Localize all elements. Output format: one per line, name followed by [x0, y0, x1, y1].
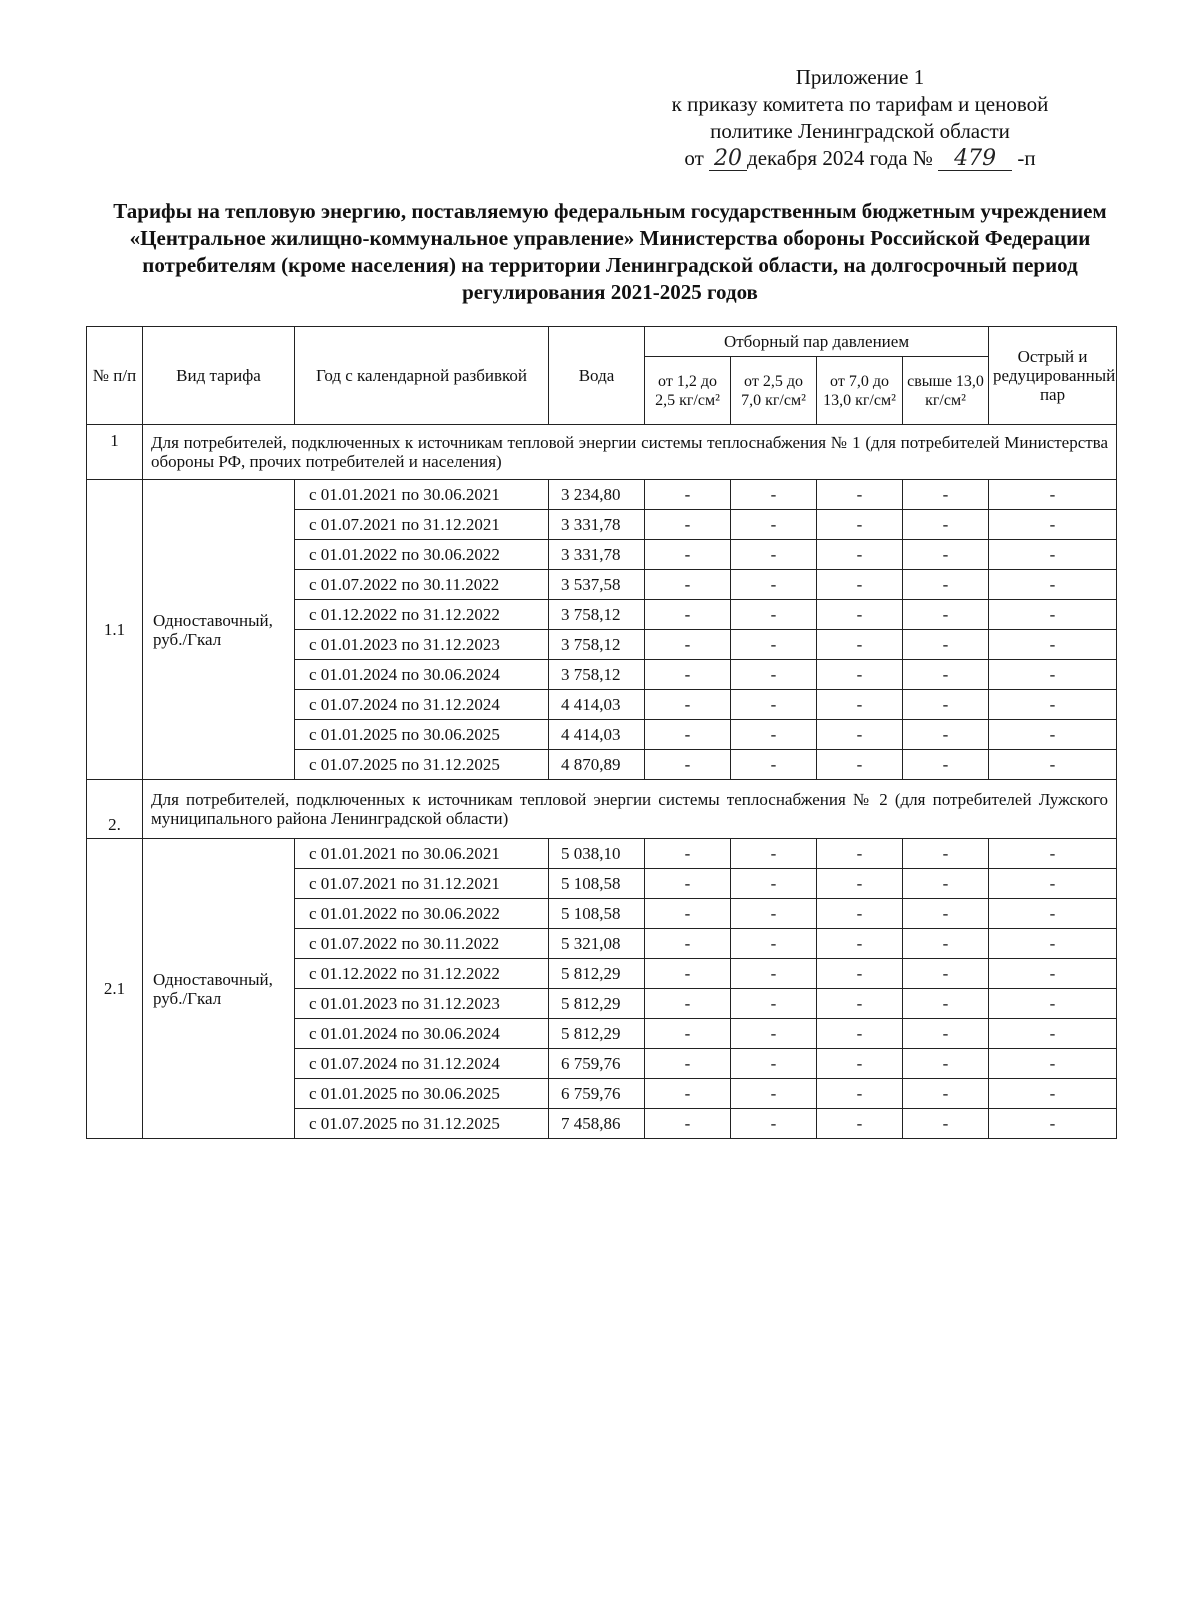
empty-value-cell: -: [989, 510, 1117, 540]
empty-value-cell: -: [731, 1049, 817, 1079]
empty-value-cell: -: [903, 989, 989, 1019]
empty-value-cell: -: [903, 839, 989, 869]
empty-value-cell: -: [817, 540, 903, 570]
empty-value-cell: -: [903, 510, 989, 540]
header-row-1: [87, 327, 1117, 357]
water-tariff-cell: 4 414,03: [549, 690, 645, 720]
annex-number-suffix: -п: [1017, 146, 1036, 170]
empty-value-cell: -: [817, 510, 903, 540]
empty-value-cell: -: [645, 480, 731, 510]
water-tariff-cell: 6 759,76: [549, 1049, 645, 1079]
empty-value-cell: -: [645, 899, 731, 929]
water-tariff-cell: 5 108,58: [549, 869, 645, 899]
empty-value-cell: -: [645, 690, 731, 720]
empty-value-cell: -: [645, 1079, 731, 1109]
period-cell: с 01.01.2025 по 30.06.2025: [295, 720, 549, 750]
empty-value-cell: -: [645, 1019, 731, 1049]
header-steam-4: свыше 13,0 кг/см²: [903, 357, 989, 425]
header-steam-1: от 1,2 до 2,5 кг/см²: [645, 357, 731, 425]
empty-value-cell: -: [989, 660, 1117, 690]
empty-value-cell: -: [989, 929, 1117, 959]
empty-value-cell: -: [817, 929, 903, 959]
empty-value-cell: -: [645, 660, 731, 690]
water-tariff-cell: 5 812,29: [549, 989, 645, 1019]
empty-value-cell: -: [731, 630, 817, 660]
empty-value-cell: -: [903, 660, 989, 690]
tariffs-table: [86, 326, 1117, 1139]
annex-header: [600, 64, 1120, 172]
period-cell: с 01.07.2024 по 31.12.2024: [295, 690, 549, 720]
empty-value-cell: -: [903, 690, 989, 720]
annex-date-line: [600, 145, 1120, 172]
empty-value-cell: -: [731, 1079, 817, 1109]
period-cell: с 01.07.2025 по 31.12.2025: [295, 750, 549, 780]
empty-value-cell: -: [817, 570, 903, 600]
empty-value-cell: -: [645, 929, 731, 959]
empty-value-cell: -: [817, 1079, 903, 1109]
empty-value-cell: -: [645, 540, 731, 570]
period-cell: с 01.07.2021 по 31.12.2021: [295, 869, 549, 899]
empty-value-cell: -: [817, 1109, 903, 1139]
water-tariff-cell: 5 038,10: [549, 839, 645, 869]
empty-value-cell: -: [989, 959, 1117, 989]
water-tariff-cell: 5 812,29: [549, 1019, 645, 1049]
empty-value-cell: -: [731, 510, 817, 540]
water-tariff-cell: 3 758,12: [549, 630, 645, 660]
empty-value-cell: -: [817, 989, 903, 1019]
water-tariff-cell: 6 759,76: [549, 1079, 645, 1109]
empty-value-cell: -: [731, 720, 817, 750]
tariffs-table-body: [87, 425, 1117, 1139]
empty-value-cell: -: [903, 720, 989, 750]
empty-value-cell: -: [731, 989, 817, 1019]
period-cell: с 01.01.2023 по 31.12.2023: [295, 630, 549, 660]
empty-value-cell: -: [989, 1049, 1117, 1079]
period-cell: с 01.01.2025 по 30.06.2025: [295, 1079, 549, 1109]
annex-committee-line: политике Ленинградской области: [710, 119, 1010, 143]
empty-value-cell: -: [817, 720, 903, 750]
period-cell: с 01.12.2022 по 31.12.2022: [295, 600, 549, 630]
empty-value-cell: -: [817, 1019, 903, 1049]
empty-value-cell: -: [989, 989, 1117, 1019]
empty-value-cell: -: [731, 480, 817, 510]
section-number: 2.: [87, 780, 143, 839]
water-tariff-cell: 3 331,78: [549, 540, 645, 570]
period-cell: с 01.01.2022 по 30.06.2022: [295, 540, 549, 570]
empty-value-cell: -: [903, 929, 989, 959]
section-row: [87, 780, 1117, 839]
water-tariff-cell: 3 331,78: [549, 510, 645, 540]
empty-value-cell: -: [903, 869, 989, 899]
water-tariff-cell: 5 321,08: [549, 929, 645, 959]
empty-value-cell: -: [645, 989, 731, 1019]
empty-value-cell: -: [731, 660, 817, 690]
header-sharp-steam: Острый и редуцированный пар: [989, 327, 1117, 425]
period-cell: с 01.07.2021 по 31.12.2021: [295, 510, 549, 540]
period-cell: с 01.01.2021 по 30.06.2021: [295, 480, 549, 510]
empty-value-cell: -: [903, 750, 989, 780]
annex-order-line: к приказу комитета по тарифам и ценовой: [671, 92, 1049, 116]
empty-value-cell: -: [817, 750, 903, 780]
header-num: № п/п: [87, 327, 143, 425]
annex-date-prefix: от: [684, 146, 704, 170]
empty-value-cell: -: [903, 1019, 989, 1049]
empty-value-cell: -: [817, 1049, 903, 1079]
header-water: Вода: [549, 327, 645, 425]
empty-value-cell: -: [903, 540, 989, 570]
water-tariff-cell: 3 537,58: [549, 570, 645, 600]
period-cell: с 01.01.2023 по 31.12.2023: [295, 989, 549, 1019]
empty-value-cell: -: [645, 1109, 731, 1139]
section-description: Для потребителей, подключенных к источникам тепловой энергии системы теплоснабжения № 2 (для потребителей Лужского муниципального района Ленинградской области): [143, 780, 1117, 839]
empty-value-cell: -: [731, 690, 817, 720]
empty-value-cell: -: [645, 630, 731, 660]
water-tariff-cell: 3 758,12: [549, 660, 645, 690]
subsection-number: 1.1: [87, 480, 143, 780]
empty-value-cell: -: [989, 540, 1117, 570]
tariff-type-cell: Одноставочный, руб./Гкал: [143, 839, 295, 1139]
empty-value-cell: -: [817, 660, 903, 690]
empty-value-cell: -: [989, 720, 1117, 750]
empty-value-cell: -: [731, 540, 817, 570]
empty-value-cell: -: [645, 1049, 731, 1079]
empty-value-cell: -: [989, 1019, 1117, 1049]
empty-value-cell: -: [817, 869, 903, 899]
period-cell: с 01.01.2021 по 30.06.2021: [295, 839, 549, 869]
empty-value-cell: -: [817, 899, 903, 929]
empty-value-cell: -: [989, 630, 1117, 660]
header-tariff-type: Вид тарифа: [143, 327, 295, 425]
empty-value-cell: -: [645, 720, 731, 750]
section-row: [87, 425, 1117, 480]
empty-value-cell: -: [731, 959, 817, 989]
tariff-type-cell: Одноставочный, руб./Гкал: [143, 480, 295, 780]
empty-value-cell: -: [645, 839, 731, 869]
period-cell: с 01.01.2024 по 30.06.2024: [295, 660, 549, 690]
empty-value-cell: -: [731, 1109, 817, 1139]
empty-value-cell: -: [731, 929, 817, 959]
water-tariff-cell: 4 414,03: [549, 720, 645, 750]
water-tariff-cell: 5 812,29: [549, 959, 645, 989]
water-tariff-cell: 5 108,58: [549, 899, 645, 929]
empty-value-cell: -: [817, 959, 903, 989]
period-cell: с 01.01.2022 по 30.06.2022: [295, 899, 549, 929]
header-steam-3: от 7,0 до 13,0 кг/см²: [817, 357, 903, 425]
annex-date-text: декабря 2024 года №: [747, 146, 933, 170]
empty-value-cell: -: [731, 600, 817, 630]
empty-value-cell: -: [903, 600, 989, 630]
annex-title: Приложение 1: [795, 65, 925, 89]
water-tariff-cell: 7 458,86: [549, 1109, 645, 1139]
empty-value-cell: -: [903, 570, 989, 600]
empty-value-cell: -: [731, 1019, 817, 1049]
empty-value-cell: -: [645, 570, 731, 600]
period-cell: с 01.07.2025 по 31.12.2025: [295, 1109, 549, 1139]
header-year: Год с календарной разбивкой: [295, 327, 549, 425]
water-tariff-cell: 3 234,80: [549, 480, 645, 510]
empty-value-cell: -: [989, 839, 1117, 869]
period-cell: с 01.07.2022 по 30.11.2022: [295, 570, 549, 600]
table-row: [87, 480, 1117, 510]
document-title: Тарифы на тепловую энергию, поставляемую федеральным государственным бюджетным учреждением «Центральное жилищно-коммунальное управление» Министерства обороны Российской Федерации потребителям (кроме населения) на территории Ленинградской области, на долгосрочный период регулирования 2021-2025 годов: [113, 199, 1107, 304]
empty-value-cell: -: [645, 869, 731, 899]
empty-value-cell: -: [817, 630, 903, 660]
empty-value-cell: -: [989, 899, 1117, 929]
period-cell: с 01.07.2024 по 31.12.2024: [295, 1049, 549, 1079]
period-cell: с 01.07.2022 по 30.11.2022: [295, 929, 549, 959]
empty-value-cell: -: [903, 959, 989, 989]
empty-value-cell: -: [731, 750, 817, 780]
empty-value-cell: -: [989, 600, 1117, 630]
empty-value-cell: -: [645, 600, 731, 630]
empty-value-cell: -: [903, 1049, 989, 1079]
empty-value-cell: -: [817, 600, 903, 630]
header-steam-group: Отборный пар давлением: [645, 327, 989, 357]
handwritten-day: 20: [709, 148, 747, 171]
water-tariff-cell: 3 758,12: [549, 600, 645, 630]
subsection-number: 2.1: [87, 839, 143, 1139]
empty-value-cell: -: [817, 480, 903, 510]
empty-value-cell: -: [817, 839, 903, 869]
empty-value-cell: -: [903, 899, 989, 929]
empty-value-cell: -: [645, 959, 731, 989]
empty-value-cell: -: [903, 480, 989, 510]
empty-value-cell: -: [989, 869, 1117, 899]
empty-value-cell: -: [989, 750, 1117, 780]
empty-value-cell: -: [989, 570, 1117, 600]
empty-value-cell: -: [903, 630, 989, 660]
empty-value-cell: -: [731, 869, 817, 899]
empty-value-cell: -: [989, 1079, 1117, 1109]
empty-value-cell: -: [645, 750, 731, 780]
empty-value-cell: -: [989, 480, 1117, 510]
section-number: 1: [87, 425, 143, 480]
section-description: Для потребителей, подключенных к источникам тепловой энергии системы теплоснабжения № 1 (для потребителей Министерства обороны РФ, прочих потребителей и населения): [143, 425, 1117, 480]
empty-value-cell: -: [903, 1079, 989, 1109]
handwritten-order-number: 479: [938, 148, 1012, 171]
empty-value-cell: -: [903, 1109, 989, 1139]
empty-value-cell: -: [731, 570, 817, 600]
empty-value-cell: -: [731, 899, 817, 929]
empty-value-cell: -: [989, 1109, 1117, 1139]
empty-value-cell: -: [989, 690, 1117, 720]
period-cell: с 01.01.2024 по 30.06.2024: [295, 1019, 549, 1049]
header-steam-2: от 2,5 до 7,0 кг/см²: [731, 357, 817, 425]
empty-value-cell: -: [731, 839, 817, 869]
empty-value-cell: -: [817, 690, 903, 720]
period-cell: с 01.12.2022 по 31.12.2022: [295, 959, 549, 989]
empty-value-cell: -: [645, 510, 731, 540]
table-row: [87, 839, 1117, 869]
water-tariff-cell: 4 870,89: [549, 750, 645, 780]
